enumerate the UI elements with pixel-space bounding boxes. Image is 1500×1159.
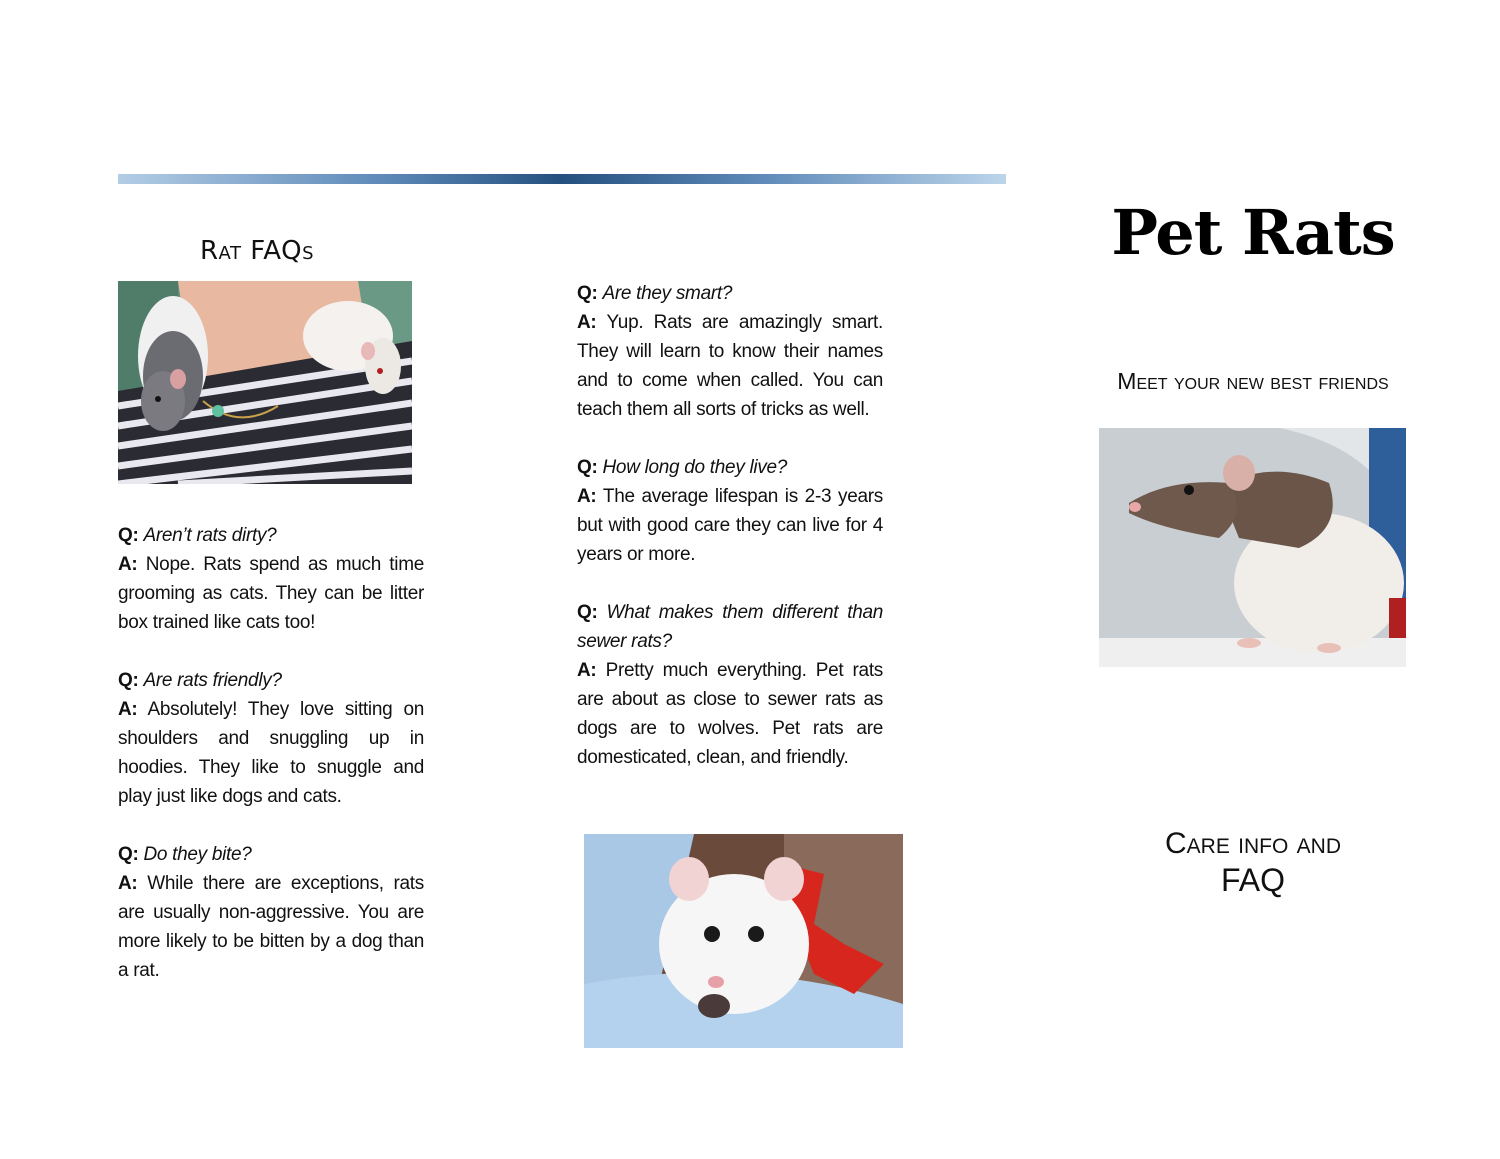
- answer-label: A:: [118, 699, 138, 720]
- answer-label: A:: [118, 554, 138, 575]
- answer-text: Pretty much everything. Pet rats are about as close to sewer rats as dogs are to wolves. Pet rats are domesticated, clean, and friendly.: [577, 660, 884, 768]
- question-label: Q:: [118, 525, 139, 546]
- question-label: Q:: [577, 602, 598, 623]
- question-label: Q:: [118, 844, 139, 865]
- question-text: Do they bite?: [143, 844, 252, 865]
- answer-label: A:: [118, 873, 138, 894]
- faq-item: [118, 840, 424, 985]
- question-text: Aren’t rats dirty?: [143, 525, 277, 546]
- question-text: What makes them different than sewer rats?: [577, 602, 884, 652]
- faq-column-middle: [577, 279, 883, 801]
- question-label: Q:: [577, 283, 598, 304]
- question-label: Q:: [118, 670, 139, 691]
- rats-on-shoulders-photo: [118, 281, 412, 484]
- question-text: Are rats friendly?: [143, 670, 282, 691]
- faq-item: [577, 598, 883, 772]
- care-info-faq: FAQ: [1220, 862, 1285, 898]
- care-info-heading: [1100, 826, 1406, 898]
- answer-label: A:: [577, 486, 597, 507]
- answer-text: Absolutely! They love sitting on shoulders and snuggling up in hoodies. They like to snuggle and play just like dogs and cats.: [118, 699, 424, 807]
- question-text: How long do they live?: [602, 457, 788, 478]
- faq-heading: Rat FAQs: [199, 236, 315, 266]
- question-label: Q:: [577, 457, 598, 478]
- faq-item: [577, 453, 883, 569]
- answer-text: The average lifespan is 2-3 years but with good care they can live for 4 years or more.: [577, 486, 883, 565]
- answer-text: Yup. Rats are amazingly smart. They will learn to know their names and to come when called. You can teach them all sorts of tricks as well.: [577, 312, 884, 420]
- hooded-rat-photo: [1099, 428, 1406, 667]
- care-info-line: Care info and: [1164, 827, 1341, 860]
- header-gradient-rule: [118, 174, 1006, 184]
- faq-item: [118, 521, 424, 637]
- answer-text: Nope. Rats spend as much time grooming as cats. They can be litter box trained like cats too!: [118, 554, 424, 633]
- answer-text: While there are exceptions, rats are usually non-aggressive. You are more likely to be bitten by a dog than a rat.: [118, 873, 424, 981]
- faq-item: [118, 666, 424, 811]
- faq-column-left: [118, 521, 424, 1014]
- brochure-subtitle: Meet your new best friends: [1117, 368, 1389, 394]
- faq-item: [577, 279, 883, 424]
- question-text: Are they smart?: [602, 283, 733, 304]
- brochure-title: Pet Rats: [1111, 196, 1395, 269]
- answer-label: A:: [577, 312, 597, 333]
- white-rat-blanket-photo: [584, 834, 903, 1048]
- answer-label: A:: [577, 660, 597, 681]
